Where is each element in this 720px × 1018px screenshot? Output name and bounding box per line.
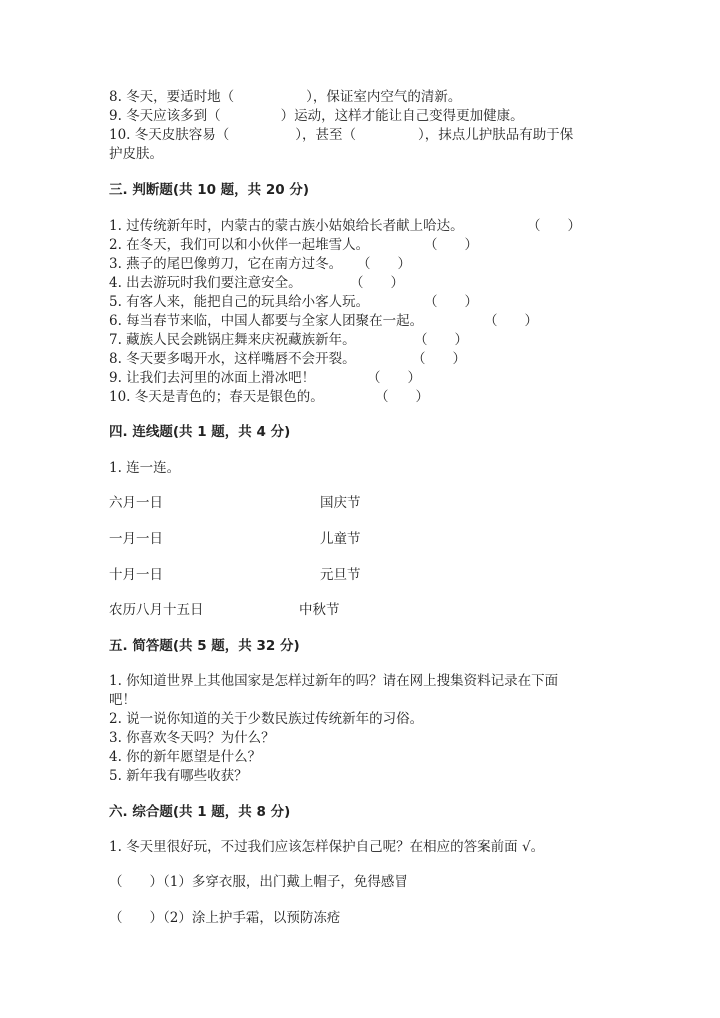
matching-left-item[interactable]: 农历八月十五日 — [109, 602, 204, 618]
check-bracket[interactable]: （ ） — [109, 910, 163, 926]
option-text: （1）多穿衣服，出门戴上帽子，免得感冒 — [163, 874, 408, 890]
fill-question-10-continuation: 护皮肤。 — [109, 146, 163, 162]
judge-item — [109, 274, 404, 292]
fill-question-10-prefix: 10. 冬天皮肤容易（ — [109, 127, 230, 143]
checkbox-option — [109, 873, 408, 891]
section-4-title: 四. 连线题(共 1 题，共 4 分) — [109, 424, 291, 440]
fill-question-9 — [109, 107, 524, 125]
fill-question-9-prefix: 9. 冬天应该多到（ — [109, 108, 221, 124]
answer-bracket[interactable]: （ ） — [350, 275, 404, 291]
short-answer-item: 4. 你的新年愿望是什么？ — [109, 749, 262, 765]
judge-item-text: 8. 冬天要多喝开水，这样嘴唇不会开裂。 — [109, 351, 356, 367]
judge-item-text: 9. 让我们去河里的冰面上滑冰吧！ — [109, 370, 316, 386]
answer-bracket[interactable]: （ ） — [484, 313, 538, 329]
short-answer-item-continuation: 吧！ — [109, 692, 136, 708]
judge-item — [109, 255, 411, 273]
short-answer-item: 3. 你喜欢冬天吗？为什么？ — [109, 730, 275, 746]
short-answer-item: 5. 新年我有哪些收获？ — [109, 768, 248, 784]
comprehensive-question: 1. 冬天里很好玩，不过我们应该怎样保护自己呢？在相应的答案前面 √。 — [109, 839, 545, 855]
judge-item-text: 5. 有客人来，能把自己的玩具给小客人玩。 — [109, 294, 370, 310]
fill-question-8-suffix: ），保证室内空气的清新。 — [306, 89, 462, 105]
answer-bracket[interactable]: （ ） — [424, 237, 478, 253]
answer-bracket[interactable]: （ ） — [414, 332, 468, 348]
short-answer-item: 2. 说一说你知道的关于少数民族过传统新年的习俗。 — [109, 711, 424, 727]
fill-question-10-suffix: ），抹点儿护肤品有助于保 — [418, 127, 574, 143]
fill-question-10 — [109, 126, 573, 144]
short-answer-item: 1. 你知道世界上其他国家是怎样过新年的吗？请在网上搜集资料记录在下面 — [109, 673, 559, 689]
judge-item-text: 2. 在冬天，我们可以和小伙伴一起堆雪人。 — [109, 237, 370, 253]
judge-item — [109, 331, 468, 349]
fill-question-9-suffix: ）运动，这样才能让自己变得更加健康。 — [280, 108, 524, 124]
judge-item — [109, 388, 429, 406]
matching-left-item[interactable]: 六月一日 — [109, 495, 163, 511]
option-text: （2）涂上护手霜，以预防冻疮 — [163, 910, 341, 926]
judge-item-text: 1. 过传统新年时，内蒙古的蒙古族小姑娘给长者献上哈达。 — [109, 218, 464, 234]
judge-item — [109, 293, 478, 311]
section-6-title: 六. 综合题(共 1 题，共 8 分) — [109, 804, 291, 820]
judge-item — [109, 236, 478, 254]
matching-right-item[interactable]: 国庆节 — [320, 495, 361, 511]
answer-bracket[interactable]: （ ） — [357, 256, 411, 272]
checkbox-option — [109, 909, 340, 927]
matching-left-item[interactable]: 十月一日 — [109, 567, 163, 583]
fill-question-8-prefix: 8. 冬天，要适时地（ — [109, 89, 235, 105]
matching-question: 1. 连一连。 — [109, 460, 181, 476]
matching-right-item[interactable]: 中秋节 — [299, 602, 340, 618]
answer-bracket[interactable]: （ ） — [412, 351, 466, 367]
answer-bracket[interactable]: （ ） — [424, 294, 478, 310]
section-5-title: 五. 简答题(共 5 题，共 32 分) — [109, 638, 300, 654]
matching-right-item[interactable]: 儿童节 — [320, 531, 361, 547]
judge-item — [109, 350, 466, 368]
answer-bracket[interactable]: （ ） — [375, 389, 429, 405]
check-bracket[interactable]: （ ） — [109, 874, 163, 890]
judge-item — [109, 217, 581, 235]
judge-item-text: 4. 出去游玩时我们要注意安全。 — [109, 275, 302, 291]
fill-question-10-middle: ），甚至（ — [295, 127, 357, 143]
section-3-title: 三. 判断题(共 10 题，共 20 分) — [109, 182, 310, 198]
judge-item — [109, 369, 421, 387]
judge-item — [109, 312, 538, 330]
judge-item-text: 6. 每当春节来临，中国人都要与全家人团聚在一起。 — [109, 313, 424, 329]
matching-right-item[interactable]: 元旦节 — [320, 567, 361, 583]
answer-bracket[interactable]: （ ） — [367, 370, 421, 386]
judge-item-text: 7. 藏族人民会跳锅庄舞来庆祝藏族新年。 — [109, 332, 356, 348]
answer-bracket[interactable]: （ ） — [527, 218, 581, 234]
fill-question-8 — [109, 88, 461, 106]
judge-item-text: 3. 燕子的尾巴像剪刀，它在南方过冬。 — [109, 256, 343, 272]
judge-item-text: 10. 冬天是青色的；春天是银色的。 — [109, 389, 324, 405]
matching-left-item[interactable]: 一月一日 — [109, 531, 163, 547]
